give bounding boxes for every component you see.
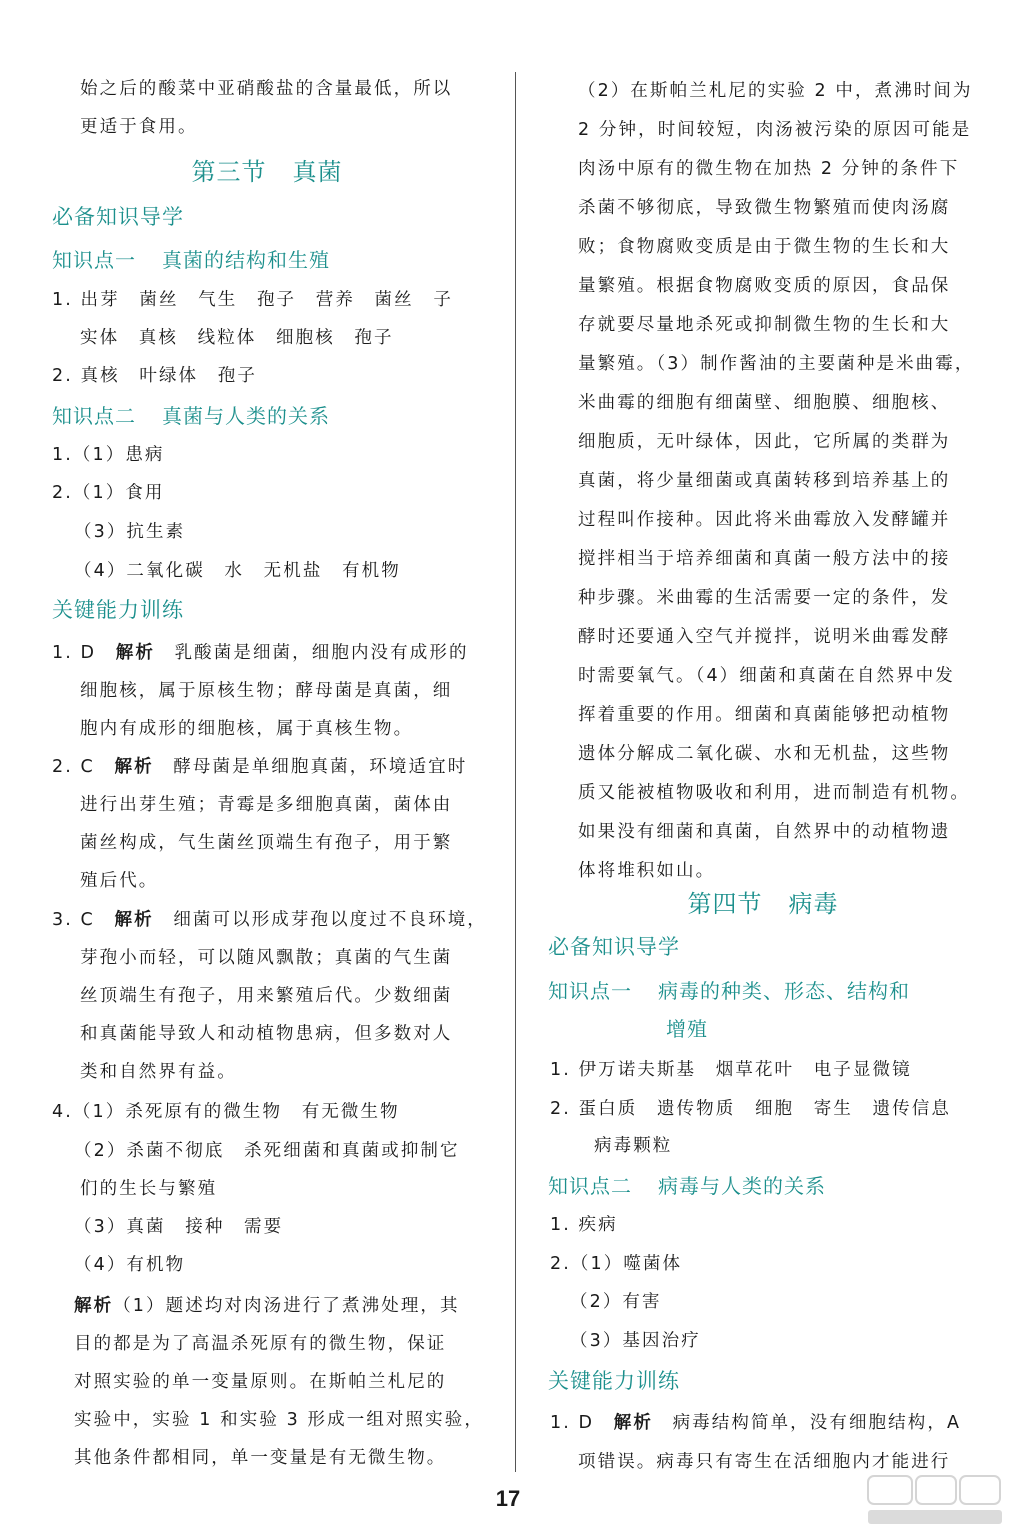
text-line: 败；食物腐败变质是由于微生物的生长和大: [578, 237, 951, 257]
text-line: 肉汤中原有的微生物在加热 2 分钟的条件下: [578, 159, 960, 179]
text-line: 和真菌能导致人和动植物患病，但多数对人: [80, 1024, 453, 1044]
text-line: 殖后代。: [80, 871, 159, 891]
text-line: 丝顶端生有孢子，用来繁殖后代。少数细菌: [80, 986, 453, 1006]
text-line: 遗体分解成二氧化碳、水和无机盐，这些物: [578, 744, 951, 764]
text-line: （2）在斯帕兰札尼的实验 2 中，煮沸时间为: [578, 81, 973, 101]
answer-line: （3）基因治疗: [570, 1331, 701, 1351]
question-3: 3. C 解析 细菌可以形成芽孢以度过不良环境，: [52, 910, 487, 930]
question-2: 2. C 解析 酵母菌是单细胞真菌，环境适宜时: [52, 757, 468, 777]
text-line: 进行出芽生殖；青霉是多细胞真菌，菌体由: [80, 795, 453, 815]
answer-line: （3）抗生素: [74, 522, 186, 542]
text-line: 过程叫作接种。因此将米曲霉放入发酵罐并: [578, 510, 951, 530]
text-line: 体将堆积如山。: [578, 861, 716, 881]
answer-line: 病毒颗粒: [594, 1136, 673, 1156]
answer-line: （2）有害: [570, 1292, 662, 1312]
text-line: 2 分钟，时间较短，肉汤被污染的原因可能是: [578, 120, 972, 140]
text-line: 时需要氧气。（4）细菌和真菌在自然界中发: [578, 666, 955, 686]
text-line: 始之后的酸菜中亚硝酸盐的含量最低，所以: [80, 79, 453, 99]
text-line: 质又能被植物吸收和利用，进而制造有机物。: [578, 783, 970, 803]
text-line: 更适于食用。: [80, 117, 198, 137]
answer-line: （4）二氧化碳 水 无机盐 有机物: [74, 561, 401, 581]
text-line: 菌丝构成，气生菌丝顶端生有孢子，用于繁: [80, 833, 453, 853]
text-line: 细胞质，无叶绿体，因此，它所属的类群为: [578, 432, 951, 452]
text-line: 芽孢小而轻，可以随风飘散；真菌的气生菌: [80, 948, 453, 968]
answer-line: 2.（1）噬菌体: [550, 1254, 683, 1274]
heading-knowledge-guide: 必备知识导学: [548, 935, 680, 959]
question-1: 1. D 解析 病毒结构简单，没有细胞结构，A: [550, 1413, 962, 1433]
text-line: 杀菌不够彻底，导致微生物繁殖而使肉汤腐: [578, 198, 951, 218]
text-line: 种步骤。米曲霉的生活需要一定的条件，发: [578, 588, 951, 608]
text-line: 们的生长与繁殖: [80, 1179, 218, 1199]
heading-ability-training: 关键能力训练: [52, 598, 184, 622]
answer-line: 1. 出芽 菌丝 气生 孢子 营养 菌丝 子: [52, 290, 453, 310]
question-4: 4.（1）杀死原有的微生物 有无微生物: [52, 1102, 400, 1122]
text-line: （3）真菌 接种 需要: [74, 1217, 284, 1237]
heading-knowledge-guide: 必备知识导学: [52, 205, 184, 229]
knowledge-point-1: 知识点一 病毒的种类、形态、结构和: [548, 979, 910, 1003]
text-line: 对照实验的单一变量原则。在斯帕兰札尼的: [74, 1372, 447, 1392]
text-line: 如果没有细菌和真菌，自然界中的动植物遗: [578, 822, 951, 842]
knowledge-point-2: 知识点二 真菌与人类的关系: [52, 404, 330, 428]
text-line: 量繁殖。（3）制作酱油的主要菌种是米曲霉，: [578, 354, 975, 374]
section-title-virus: 第四节 病毒: [687, 890, 839, 918]
text-line: 米曲霉的细胞有细菌壁、细胞膜、细胞核、: [578, 393, 951, 413]
watermark-logo-icon: [866, 1472, 1006, 1528]
answer-line: 2.（1）食用: [52, 483, 165, 503]
answer-line: 1. 疾病: [550, 1215, 618, 1235]
text-line: 目的都是为了高温杀死原有的微生物，保证: [74, 1334, 447, 1354]
text-line: 存就要尽量地杀死或抑制微生物的生长和大: [578, 315, 951, 335]
text-line: 真菌，将少量细菌或真菌转移到培养基上的: [578, 471, 951, 491]
question-1: 1. D 解析 乳酸菌是细菌，细胞内没有成形的: [52, 643, 469, 663]
text-line: 细胞核，属于原核生物；酵母菌是真菌，细: [80, 681, 453, 701]
answer-line: 2. 真核 叶绿体 孢子: [52, 366, 257, 386]
text-line: 类和自然界有益。: [80, 1062, 237, 1082]
knowledge-point-1-cont: 增殖: [666, 1017, 708, 1041]
knowledge-point-2: 知识点二 病毒与人类的关系: [548, 1174, 826, 1198]
answer-line: 1. 伊万诺夫斯基 烟草花叶 电子显微镜: [550, 1060, 912, 1080]
explanation-line: 解析（1）题述均对肉汤进行了煮沸处理，其: [74, 1296, 460, 1316]
page-number: 17: [495, 1486, 521, 1511]
text-line: 搅拌相当于培养细菌和真菌一般方法中的接: [578, 549, 951, 569]
heading-ability-training: 关键能力训练: [548, 1369, 680, 1393]
text-line: 胞内有成形的细胞核，属于真核生物。: [80, 719, 414, 739]
text-line: 酵时还要通入空气并搅拌，说明米曲霉发酵: [578, 627, 951, 647]
column-divider: [515, 72, 516, 1472]
text-line: 实验中，实验 1 和实验 3 形成一组对照实验，: [74, 1410, 484, 1430]
text-line: 挥着重要的作用。细菌和真菌能够把动植物: [578, 705, 951, 725]
answer-line: 2. 蛋白质 遗传物质 细胞 寄生 遗传信息: [550, 1099, 951, 1119]
section-title-fungi: 第三节 真菌: [191, 158, 343, 186]
text-line: （4）有机物: [74, 1255, 186, 1275]
text-line: 项错误。病毒只有寄生在活细胞内才能进行: [578, 1452, 951, 1472]
text-line: 其他条件都相同，单一变量是有无微生物。: [74, 1448, 447, 1468]
answer-line: 实体 真核 线粒体 细胞核 孢子: [80, 328, 394, 348]
knowledge-point-1: 知识点一 真菌的结构和生殖: [52, 248, 330, 272]
answer-line: 1.（1）患病: [52, 445, 165, 465]
text-line: 量繁殖。根据食物腐败变质的原因，食品保: [578, 276, 951, 296]
text-line: （2）杀菌不彻底 杀死细菌和真菌或抑制它: [74, 1141, 460, 1161]
